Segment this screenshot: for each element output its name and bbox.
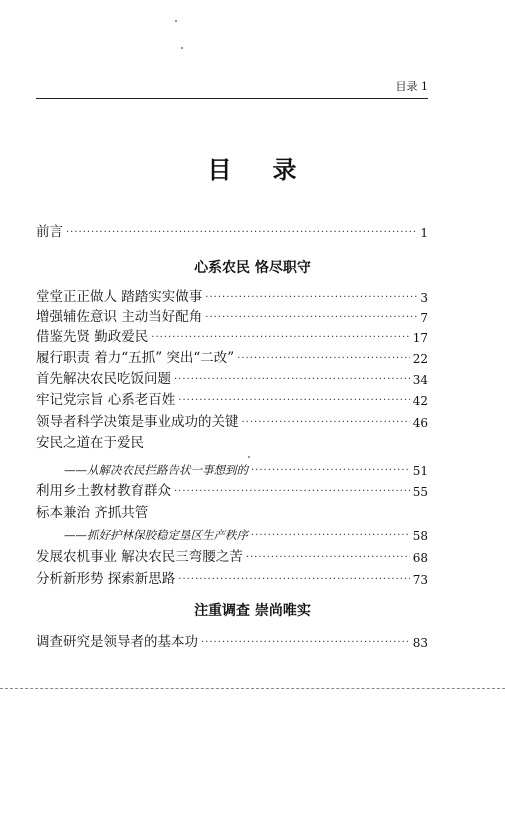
entry-title: 标本兼治 齐抓共管 <box>36 505 149 521</box>
scan-speck <box>181 47 183 49</box>
entry-title: 前言 <box>36 224 63 240</box>
toc-entry[interactable] <box>36 479 428 499</box>
leader-dots <box>201 636 410 650</box>
leader-dots <box>237 352 410 366</box>
leader-dots <box>251 529 410 543</box>
toc-entry-subtitle[interactable] <box>36 523 428 543</box>
leader-dots <box>66 226 417 240</box>
entry-title: 增强辅佐意识 主动当好配角 <box>36 309 203 325</box>
header-rule <box>36 98 428 99</box>
entry-subtitle: ——从解决农民拦路告状一事想到的 <box>64 463 248 477</box>
entry-title: 牢记党宗旨 心系老百姓 <box>36 392 176 408</box>
toc-entry[interactable] <box>36 410 428 430</box>
entry-page: 22 <box>412 352 428 366</box>
entry-page: 3 <box>420 291 428 305</box>
section-heading: 心系农民 恪尽职守 <box>194 260 311 276</box>
page-title <box>0 150 505 185</box>
entry-title: 借鉴先贤 勤政爱民 <box>36 329 149 345</box>
title-char-2: 录 <box>272 156 298 184</box>
toc-entry[interactable] <box>36 501 428 521</box>
leader-dots <box>178 573 409 587</box>
leader-dots <box>174 485 410 499</box>
running-head: 目录 1 <box>395 80 428 93</box>
entry-title: 首先解决农民吃饭问题 <box>36 371 171 387</box>
entry-title: 利用乡土教材教育群众 <box>36 483 171 499</box>
toc-entry[interactable] <box>36 285 428 305</box>
title-char-1: 目 <box>207 156 233 184</box>
entry-page: 68 <box>412 551 428 565</box>
toc-entry[interactable] <box>36 630 428 650</box>
leader-dots <box>205 291 417 305</box>
toc-entry[interactable] <box>36 305 428 325</box>
entry-page: 17 <box>412 331 428 345</box>
entry-page: 51 <box>412 464 428 478</box>
entry-page: 1 <box>420 226 428 240</box>
leader-dots <box>246 551 410 565</box>
leader-dots <box>151 331 409 345</box>
toc-entry[interactable] <box>36 325 428 345</box>
leader-dots <box>174 373 410 387</box>
scan-speck <box>248 456 250 458</box>
toc-entry-subtitle[interactable] <box>36 458 428 478</box>
toc-entry[interactable] <box>36 567 428 587</box>
entry-page: 58 <box>412 529 428 543</box>
entry-page: 46 <box>412 416 428 430</box>
entry-title: 履行职责 着力“五抓” 突出“二改” <box>36 350 235 366</box>
toc-entry[interactable] <box>36 367 428 387</box>
entry-page: 34 <box>412 373 428 387</box>
entry-title: 分析新形势 探索新思路 <box>36 571 176 587</box>
toc-entry[interactable] <box>36 545 428 565</box>
entry-page: 83 <box>412 636 428 650</box>
toc-entry[interactable] <box>36 431 428 451</box>
toc-entry-preface[interactable] <box>36 220 428 240</box>
leader-dots <box>242 416 410 430</box>
leader-dots <box>205 311 417 325</box>
entry-title: 发展农机事业 解决农民三弯腰之苦 <box>36 549 243 565</box>
scan-speck <box>175 20 177 22</box>
entry-title: 安民之道在于爱民 <box>36 435 144 451</box>
toc-entry[interactable] <box>36 388 428 408</box>
entry-subtitle: ——抓好护林保胶稳定垦区生产秩序 <box>64 528 248 542</box>
entry-title: 调查研究是领导者的基本功 <box>36 634 198 650</box>
leader-dots <box>251 464 410 478</box>
entry-page: 42 <box>412 394 428 408</box>
bottom-rule <box>0 688 505 689</box>
toc-entry[interactable] <box>36 346 428 366</box>
entry-title: 领导者科学决策是事业成功的关键 <box>36 414 239 430</box>
entry-page: 7 <box>420 311 428 325</box>
leader-dots <box>178 394 409 408</box>
entry-page: 73 <box>412 573 428 587</box>
entry-page: 55 <box>412 485 428 499</box>
entry-title: 堂堂正正做人 踏踏实实做事 <box>36 289 203 305</box>
section-heading: 注重调查 崇尚唯实 <box>194 603 311 619</box>
